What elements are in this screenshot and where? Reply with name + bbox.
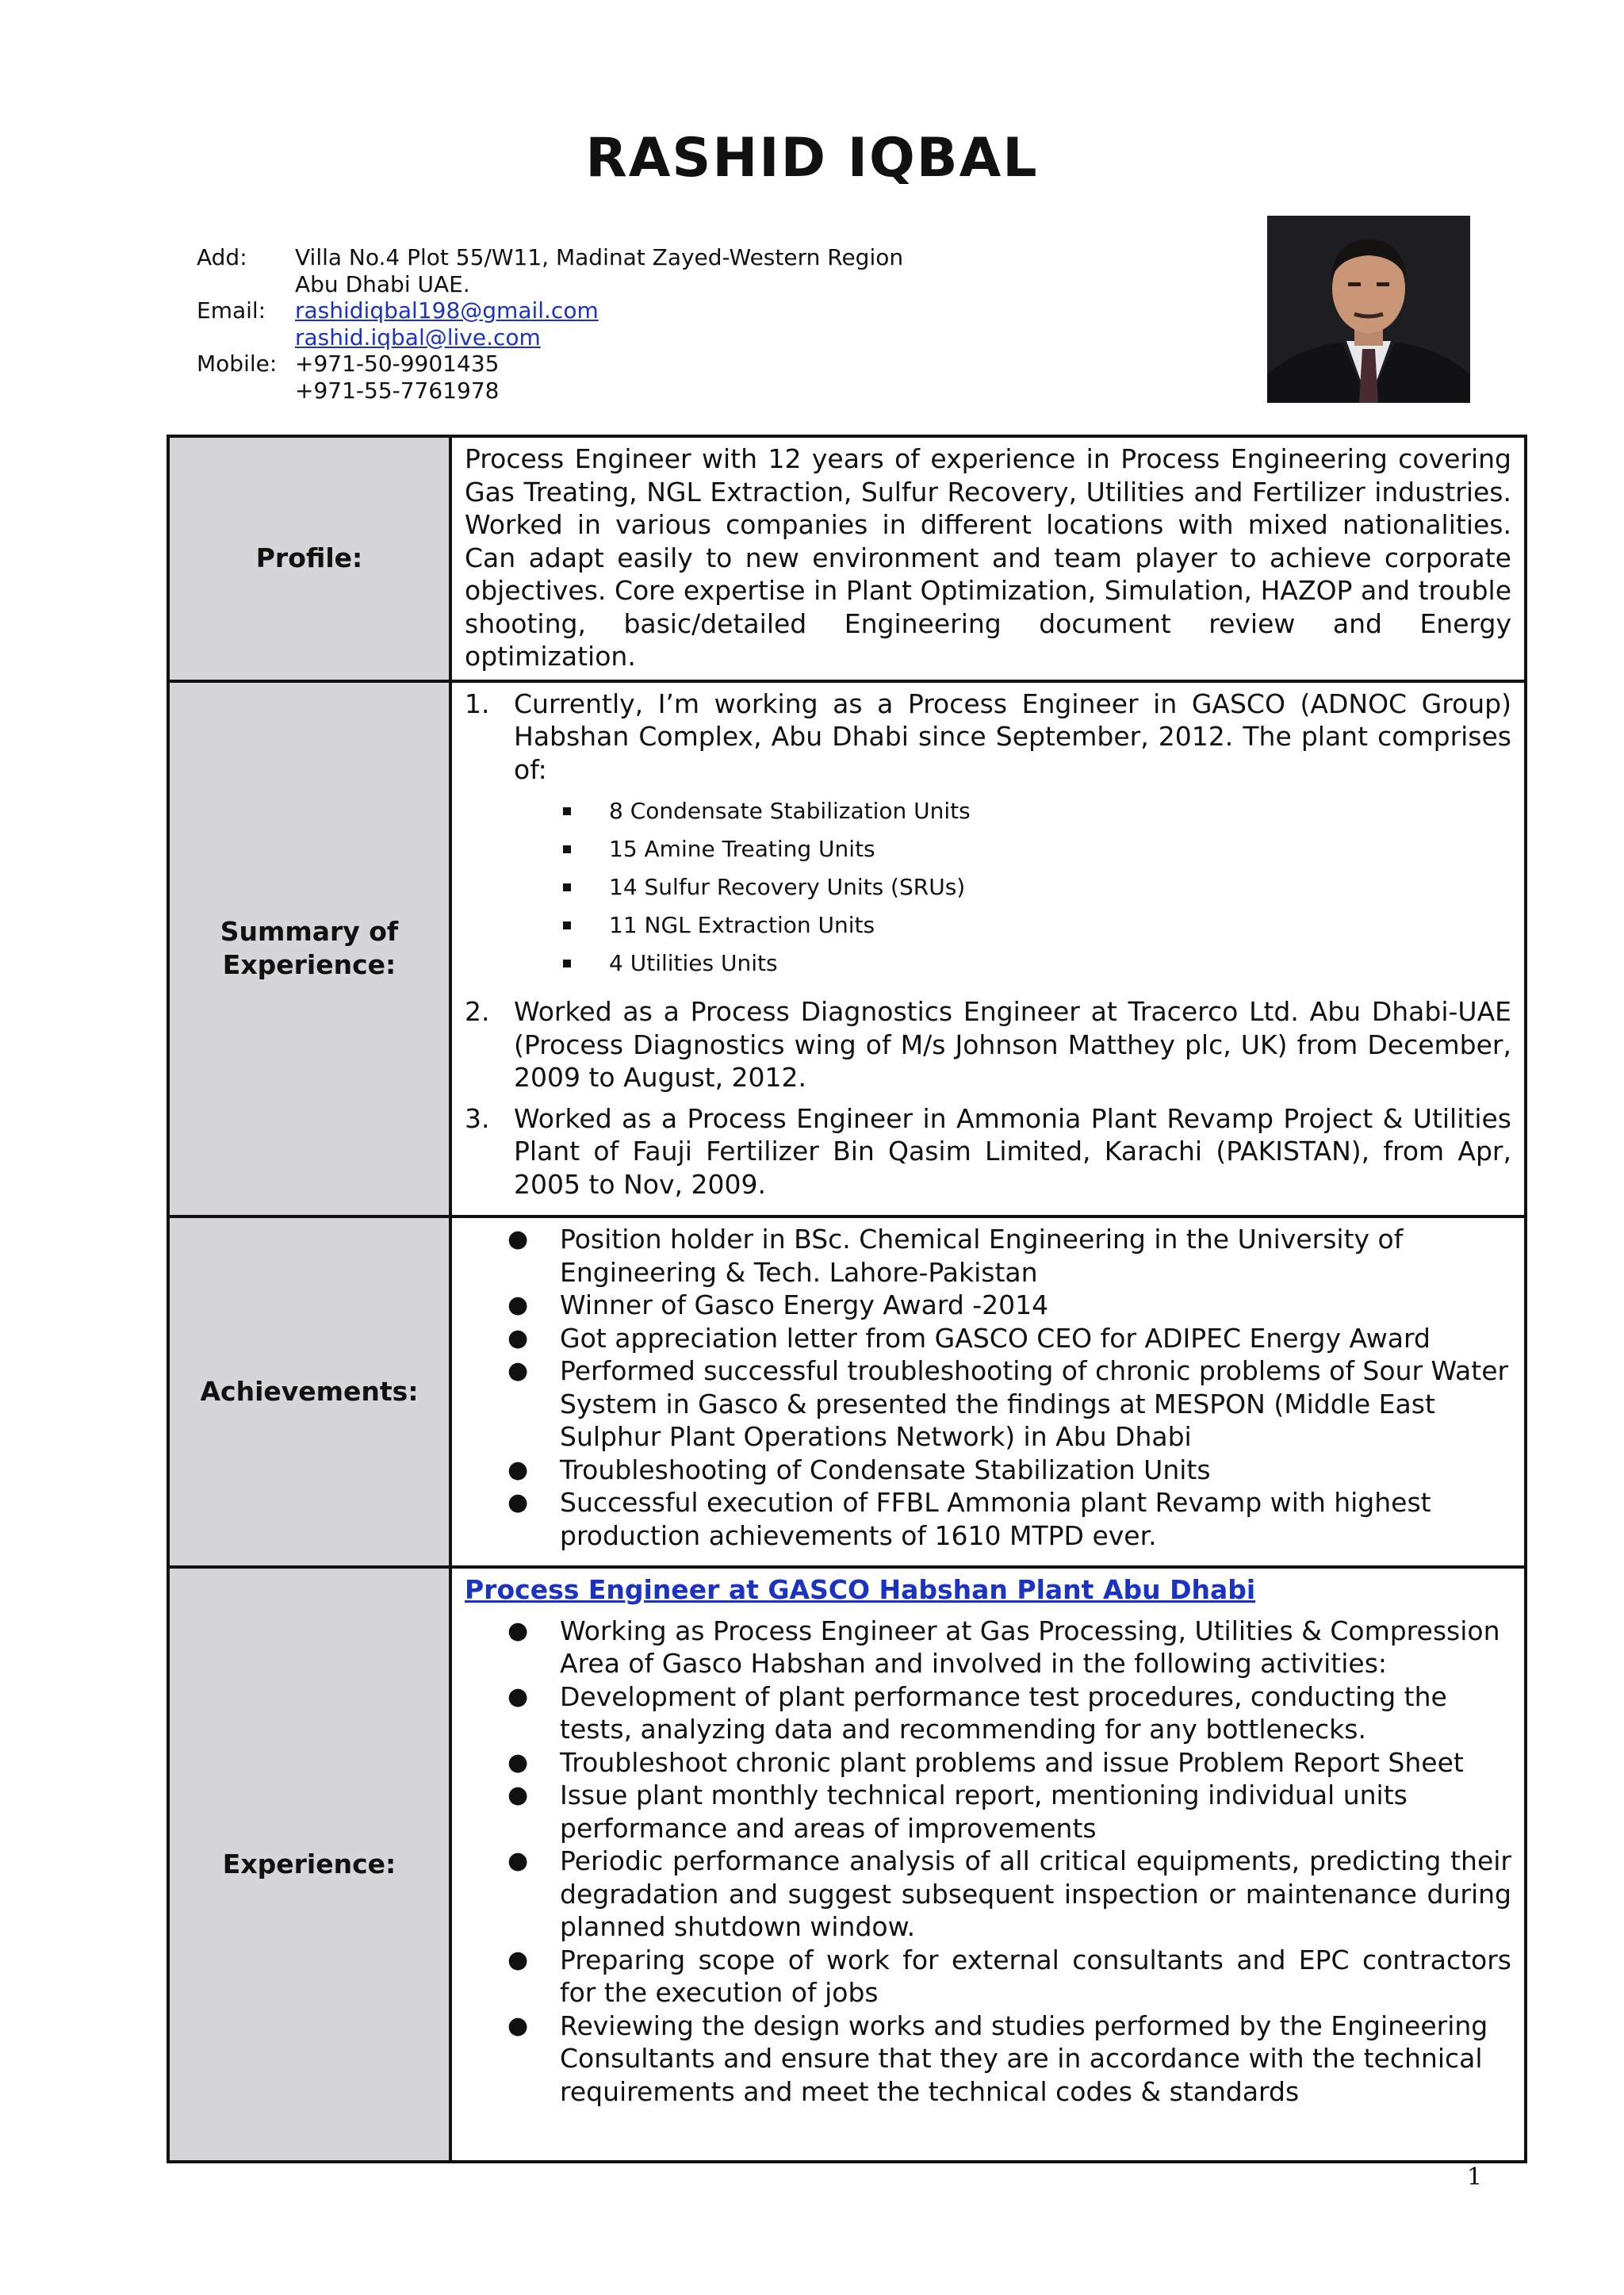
experience-row xyxy=(168,1567,1526,2162)
profile-text: Process Engineer with 12 years of experience in Process Engineering covering Gas Treating, NGL Extraction, Sulfur Recovery, Utilities and Fertilizer industries. Worked in various companies in different locations with mixed nationalities. Can adapt easily to new environment and team player to achieve corporate objectives. Core expertise in Plant Optimization, Simulation, HAZOP and trouble shooting, basic/detailed Engineering document review and Energy optimization. xyxy=(450,436,1526,681)
bullet-icon: ● xyxy=(508,1748,529,1776)
experience-content xyxy=(450,1567,1526,2162)
contact-block xyxy=(197,244,903,404)
list-item: ● Development of plant performance test procedures, conducting the tests, analyzing data and recommending for any bottlenecks. xyxy=(508,1680,1447,1745)
resume-name: RASHID IQBAL xyxy=(585,127,1039,190)
summary-item-number: 3. xyxy=(465,1102,490,1134)
bullet-icon: ● xyxy=(508,1847,529,1875)
units-list xyxy=(514,792,1511,983)
summary-row xyxy=(168,681,1526,1217)
list-item: ● Got appreciation letter from GASCO CEO for ADIPEC Energy Award xyxy=(508,1322,1431,1354)
bullet-icon: ● xyxy=(508,1324,529,1352)
list-item: ● Successful execution of FFBL Ammonia plant Revamp with highest production achievements of 1610 MTPD ever. xyxy=(508,1487,1431,1551)
address-line1: Villa No.4 Plot 55/W11, Madinat Zayed-Western Region xyxy=(295,244,904,270)
address-label: Add: xyxy=(197,244,247,270)
mobile-row-2 xyxy=(197,377,903,404)
email-link-2[interactable]: rashid.iqbal@live.com xyxy=(295,324,541,351)
email-row-2 xyxy=(197,324,903,351)
summary-label-line2: Experience: xyxy=(222,949,396,981)
bullet-icon: ● xyxy=(508,1945,529,1974)
list-item: 8 Condensate Stabilization Units xyxy=(563,792,1511,830)
job-title-link[interactable]: Process Engineer at GASCO Habshan Plant Abu Dhabi xyxy=(465,1574,1256,1605)
address-row-2 xyxy=(197,271,903,298)
list-item: ● Troubleshoot chronic plant problems and issue Problem Report Sheet xyxy=(508,1746,1464,1778)
summary-item xyxy=(465,1102,1511,1201)
experience-list xyxy=(465,1615,1511,2109)
summary-item-number: 1. xyxy=(465,688,490,719)
bullet-icon: ● xyxy=(508,1225,529,1253)
summary-item xyxy=(465,995,1511,1094)
list-item: 15 Amine Treating Units xyxy=(563,830,1511,868)
square-bullet-icon xyxy=(563,960,571,967)
mobile-number-2: +971-55-7761978 xyxy=(295,377,500,404)
list-item: 14 Sulfur Recovery Units (SRUs) xyxy=(563,868,1511,906)
email-link-1[interactable]: rashidiqbal198@gmail.com xyxy=(295,297,599,324)
achievements-label: Achievements: xyxy=(168,1216,450,1567)
person-photo-icon xyxy=(1267,216,1470,403)
mobile-label: Mobile: xyxy=(197,351,278,377)
mobile-number-1: +971-50-9901435 xyxy=(295,351,500,377)
summary-content xyxy=(450,681,1526,1217)
list-item: ● Position holder in BSc. Chemical Engineering in the University of Engineering & Tech. Lahore-Pakistan xyxy=(508,1224,1404,1288)
achievements-content xyxy=(450,1216,1526,1567)
address-line2: Abu Dhabi UAE. xyxy=(295,270,470,297)
list-item: ● Issue plant monthly technical report, mentioning individual units performance and areas of improvements xyxy=(508,1780,1408,1844)
address-row xyxy=(197,244,903,271)
achievements-row xyxy=(168,1216,1526,1567)
profile-row xyxy=(168,436,1526,681)
experience-label: Experience: xyxy=(168,1567,450,2162)
bullet-icon: ● xyxy=(508,1488,529,1516)
list-item: ● Working as Process Engineer at Gas Processing, Utilities & Compression Area of Gasco Habshan and involved in the following activities: xyxy=(508,1615,1500,1679)
list-item: ● Periodic performance analysis of all critical equipments, predicting their degradation and suggest subsequent inspection or maintenance during planned shutdown window. xyxy=(508,1845,1511,1942)
achievements-list xyxy=(465,1223,1511,1552)
profile-photo xyxy=(1267,216,1470,403)
profile-label: Profile: xyxy=(168,436,450,681)
bullet-icon: ● xyxy=(508,1682,529,1711)
mobile-row xyxy=(197,351,903,377)
summary-label-line1: Summary of xyxy=(220,916,399,948)
summary-item-text: Currently, I’m working as a Process Engineer in GASCO (ADNOC Group) Habshan Complex, Abu Dhabi since September, 2012. The plant comprises of: xyxy=(514,688,1511,785)
bullet-icon: ● xyxy=(508,1781,529,1809)
list-item: ● Preparing scope of work for external consultants and EPC contractors for the execution of jobs xyxy=(508,1944,1511,2008)
list-item: ● Performed successful troubleshooting of chronic problems of Sour Water System in Gasco & presented the findings at MESPON (Middle East Sulphur Plant Operations Network) in Abu Dhabi xyxy=(508,1355,1509,1452)
email-label: Email: xyxy=(197,297,266,324)
summary-item xyxy=(465,688,1511,988)
list-item: 11 NGL Extraction Units xyxy=(563,906,1511,944)
square-bullet-icon xyxy=(563,883,571,891)
bullet-icon: ● xyxy=(508,1291,529,1319)
email-row xyxy=(197,297,903,324)
square-bullet-icon xyxy=(563,845,571,853)
list-item: ● Troubleshooting of Condensate Stabilization Units xyxy=(508,1454,1211,1485)
square-bullet-icon xyxy=(563,921,571,929)
list-item: ● Reviewing the design works and studies performed by the Engineering Consultants and ensure that they are in accordance with the technical requirements and meet the technical codes & standards xyxy=(508,2010,1488,2107)
list-item: ● Winner of Gasco Energy Award -2014 xyxy=(508,1289,1049,1320)
resume-table xyxy=(167,435,1527,2163)
summary-list xyxy=(465,688,1511,1201)
list-item: 4 Utilities Units xyxy=(563,944,1511,983)
bullet-icon: ● xyxy=(508,2011,529,2040)
summary-item-text: Worked as a Process Engineer in Ammonia Plant Revamp Project & Utilities Plant of Fauji Fertilizer Bin Qasim Limited, Karachi (PAKISTAN), from Apr, 2005 to Nov, 2009. xyxy=(514,1102,1511,1200)
bullet-icon: ● xyxy=(508,1357,529,1385)
summary-item-number: 2. xyxy=(465,996,490,1027)
bullet-icon: ● xyxy=(508,1455,529,1484)
page-number: 1 xyxy=(1467,2163,1483,2191)
bullet-icon: ● xyxy=(508,1616,529,1645)
summary-item-text: Worked as a Process Diagnostics Engineer at Tracerco Ltd. Abu Dhabi-UAE (Process Diagnostics wing of M/s Johnson Matthey plc, UK) from December, 2009 to August, 2012. xyxy=(514,996,1511,1093)
square-bullet-icon xyxy=(563,807,571,815)
summary-label xyxy=(168,681,450,1217)
